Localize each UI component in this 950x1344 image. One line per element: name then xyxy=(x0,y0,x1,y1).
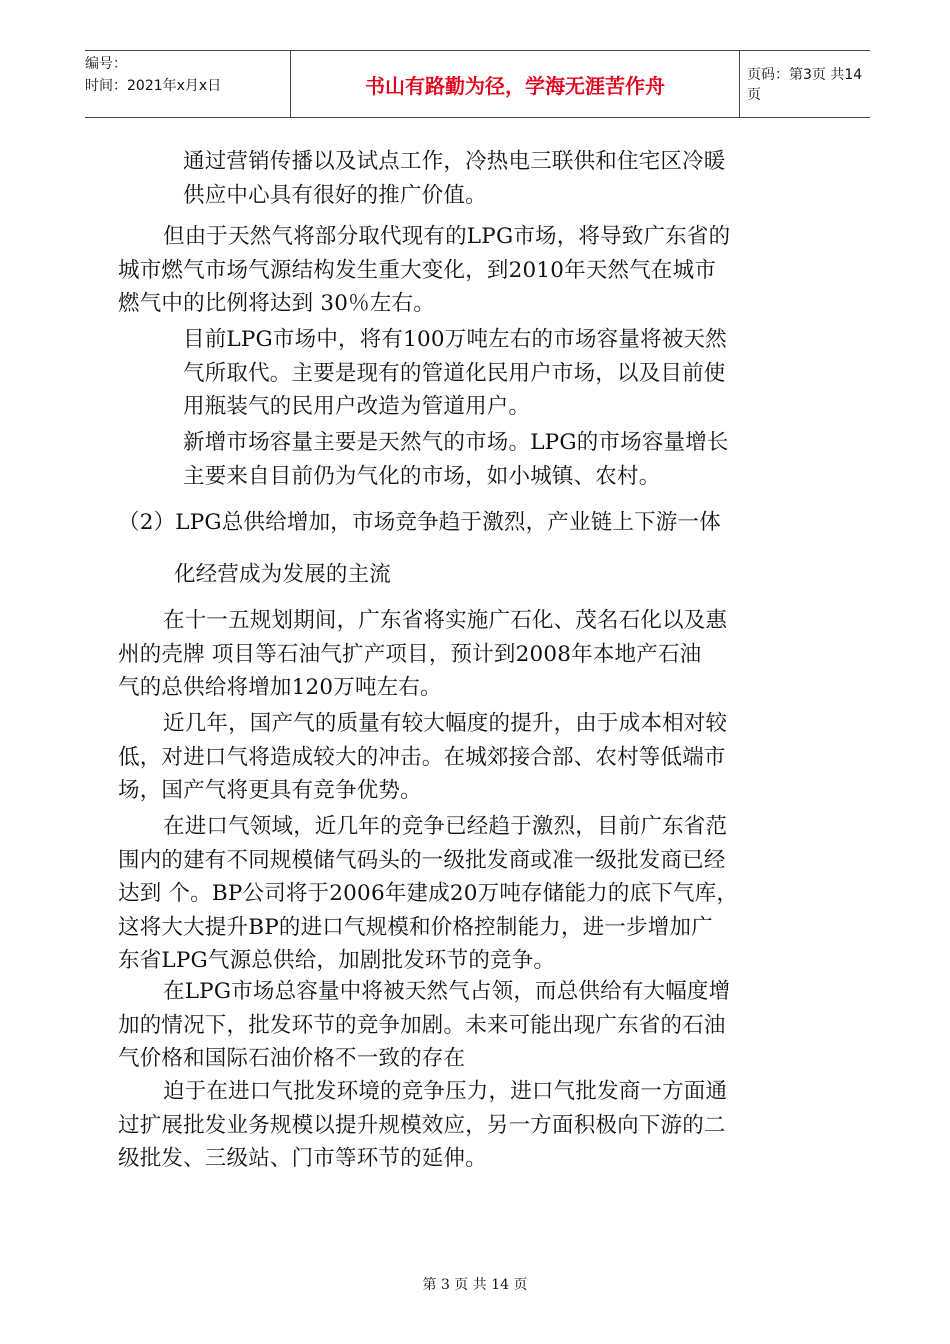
paragraph-line: 近几年，国产气的质量有较大幅度的提升，由于成本相对较 xyxy=(163,711,728,736)
bullet-line: 气所取代。主要是现有的管道化民用户市场，以及目前使 xyxy=(183,360,726,386)
paragraph-line: 燃气中的比例将达到 30％左右。 xyxy=(118,291,435,316)
paragraph-line: 这将大大提升BP的进口气规模和价格控制能力，进一步增加广 xyxy=(118,914,713,940)
paragraph-line: 在LPG市场总容量中将被天然气占领，而总供给有大幅度增 xyxy=(163,979,731,1004)
bullet-line: 新增市场容量主要是天然气的市场。LPG的市场容量增长 xyxy=(183,430,729,455)
bullet-item xyxy=(163,323,727,424)
paragraph-line: 气的总供给将增加120万吨左右。 xyxy=(118,675,442,700)
paragraph-line: 迫于在进口气批发环境的竞争压力，进口气批发商一方面通 xyxy=(163,1079,728,1104)
bullet-line: 供应中心具有很好的推广价值。 xyxy=(183,182,487,208)
paragraph-lng-impact xyxy=(118,220,730,321)
section-heading xyxy=(118,506,721,540)
bullet-line: 用瓶装气的民用户改造为管道用户。 xyxy=(183,394,531,419)
header-motto: 书山有路勤为径，学海无涯苦作舟 xyxy=(365,73,665,98)
paragraph-wholesaler-strategy xyxy=(118,1075,727,1176)
heading-line: 化经营成为发展的主流 xyxy=(174,562,392,587)
header-motto-cell xyxy=(290,51,740,117)
paragraph-line: 气价格和国际石油价格不一致的存在 xyxy=(118,1046,466,1071)
paragraph-line: 城市燃气市场气源结构发生重大变化，到2010年天然气在城市 xyxy=(118,257,717,283)
paragraph-supply-expansion xyxy=(118,604,727,705)
heading-line: （2）LPG总供给增加，市场竞争趋于激烈，产业链上下游一体 xyxy=(118,510,721,535)
paragraph-line: 场，国产气将更具有竞争优势。 xyxy=(118,778,422,803)
paragraph-line: 加的情况下，批发环节的竞争加剧。未来可能出现广东省的石油 xyxy=(118,1012,726,1038)
bullet-line: 目前LPG市场中，将有100万吨左右的市场容量将被天然 xyxy=(183,327,727,352)
paragraph-line: 过扩展批发业务规模以提升规模效应，另一方面积极向下游的二 xyxy=(118,1112,726,1138)
paragraph-line: 级批发、三级站、门市等环节的延伸。 xyxy=(118,1146,487,1171)
bullet-line: 主要来自目前仍为气化的市场，如小城镇、农村。 xyxy=(183,463,661,489)
paragraph-import-competition xyxy=(118,810,738,978)
page-footer: 第 3 页 共 14 页 xyxy=(422,1277,528,1293)
paragraph-line: 但由于天然气将部分取代现有的LPG市场，将导致广东省的 xyxy=(163,224,731,249)
header-meta xyxy=(85,53,290,97)
page-header xyxy=(85,50,870,118)
paragraph-line: 围内的建有不同规模储气码头的一级批发商或准一级批发商已经 xyxy=(118,847,726,873)
document-time-label: 时间：2021年x月x日 xyxy=(85,78,222,94)
paragraph-line: 州的壳牌 项目等石油气扩产项目，预计到2008年本地产石油 xyxy=(118,641,702,667)
paragraph-line: 在十一五规划期间，广东省将实施广石化、茂名石化以及惠 xyxy=(163,608,728,633)
paragraph-line: 低，对进口气将造成较大的冲击。在城郊接合部、农村等低端市 xyxy=(118,744,726,770)
header-page-code: 页码：第3页 共14页 xyxy=(747,67,863,103)
bullet-line: 通过营销传播以及试点工作，冷热电三联供和住宅区冷暖 xyxy=(183,149,726,174)
paragraph-domestic-gas xyxy=(118,707,727,808)
paragraph-wholesale-competition xyxy=(118,975,730,1076)
paragraph-line: 达到 个。BP公司将于2006年建成20万吨存储能力的底下气库， xyxy=(118,881,739,906)
section-heading-continued xyxy=(174,558,391,592)
bullet-item xyxy=(163,145,726,212)
paragraph-line: 在进口气领域，近几年的竞争已经趋于激烈，目前广东省范 xyxy=(163,814,728,839)
bullet-item xyxy=(163,426,729,493)
document-number-label: 编号： xyxy=(85,56,127,72)
paragraph-line: 东省LPG气源总供给，加剧批发环节的竞争。 xyxy=(118,948,556,973)
